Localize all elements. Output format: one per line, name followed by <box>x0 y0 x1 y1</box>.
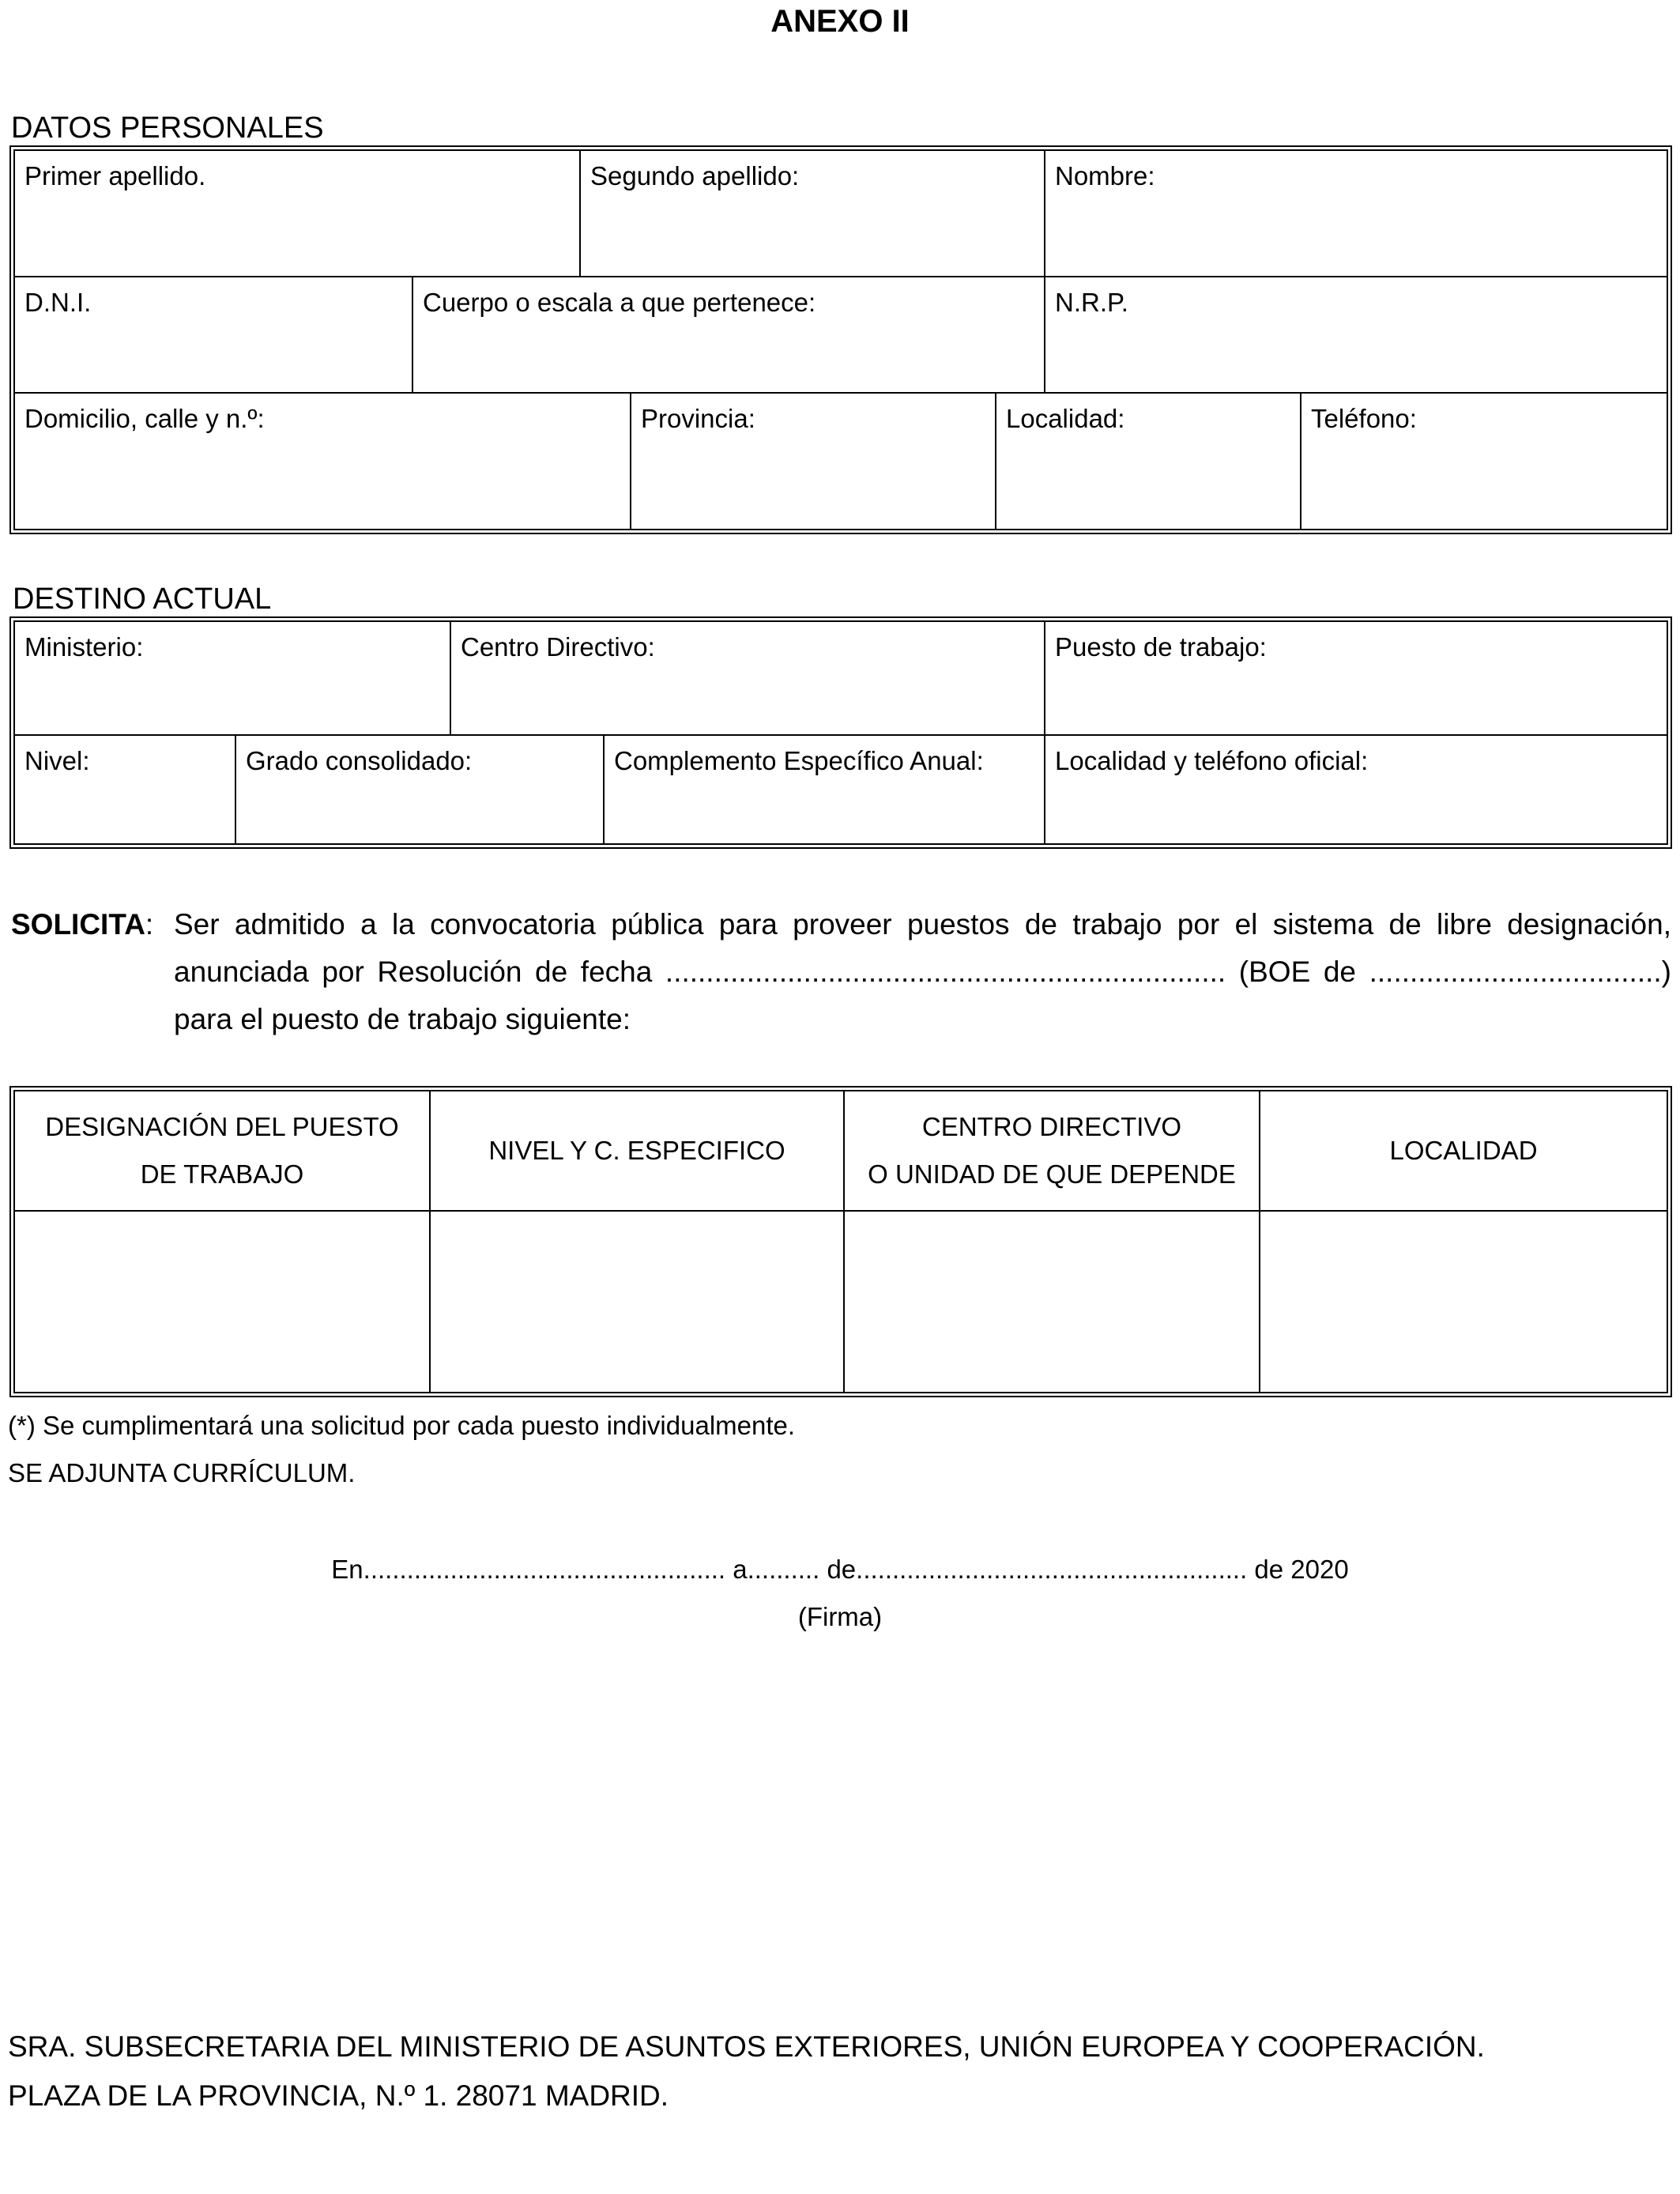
nivel-input-cell[interactable] <box>431 1212 843 1393</box>
header-centro-line2: O UNIDAD DE QUE DEPENDE <box>868 1159 1236 1189</box>
localidad-field[interactable] <box>996 394 1300 530</box>
primer-apellido-field[interactable] <box>15 151 579 276</box>
page-title: ANEXO II <box>770 4 910 39</box>
segundo-apellido-label: Segundo apellido: <box>590 161 800 190</box>
note-curriculum: SE ADJUNTA CURRÍCULUM. <box>8 1458 356 1487</box>
dni-field[interactable] <box>15 277 412 392</box>
note-solicitud: (*) Se cumplimentará una solicitud por cada puesto individualmente. <box>8 1411 796 1440</box>
localidad-telefono-label: Localidad y teléfono oficial: <box>1055 746 1369 775</box>
centro-input-cell[interactable] <box>845 1212 1259 1393</box>
solicita-text-line1: Ser admitido a la convocatoria pública para proveer puestos de trabajo por el sistema de libre designación, <box>174 908 1671 941</box>
puesto-table <box>9 1086 1672 1397</box>
provincia-label: Provincia: <box>641 404 755 433</box>
nombre-label: Nombre: <box>1055 161 1155 190</box>
header-centro-line1: CENTRO DIRECTIVO <box>921 1112 1182 1141</box>
centro-directivo-label: Centro Directivo: <box>461 632 655 662</box>
primer-apellido-label: Primer apellido. <box>24 161 206 190</box>
complemento-field[interactable] <box>605 736 1044 845</box>
nrp-field[interactable] <box>1045 277 1667 392</box>
cuerpo-field[interactable] <box>413 277 1044 392</box>
nombre-field[interactable] <box>1045 151 1667 276</box>
ministerio-label: Ministerio: <box>24 632 144 662</box>
segundo-apellido-field[interactable] <box>581 151 1044 276</box>
place-date-line: En.................................................. a.......... de...................................................... de 2020 <box>331 1555 1349 1584</box>
puesto-trabajo-label: Puesto de trabajo: <box>1055 632 1267 662</box>
header-designacion-line2: DE TRABAJO <box>140 1159 304 1189</box>
destino-actual-table <box>9 616 1672 849</box>
nivel-field[interactable] <box>15 736 235 845</box>
domicilio-label: Domicilio, calle y n.º: <box>24 404 265 433</box>
addressee-line1: SRA. SUBSECRETARIA DEL MINISTERIO DE ASUNTOS EXTERIORES, UNIÓN EUROPEA Y COOPERACIÓN. <box>8 2030 1485 2063</box>
header-nivel-text: NIVEL Y C. ESPECIFICO <box>488 1136 785 1165</box>
header-designacion <box>15 1091 429 1210</box>
destino-actual-heading: DESTINO ACTUAL <box>13 582 272 616</box>
datos-personales-table <box>9 145 1672 534</box>
localidad-input-cell[interactable] <box>1260 1212 1667 1393</box>
centro-directivo-field[interactable] <box>451 622 1044 734</box>
domicilio-field[interactable] <box>15 394 630 530</box>
provincia-field[interactable] <box>631 394 995 530</box>
grado-field[interactable] <box>236 736 603 845</box>
addressee-line2: PLAZA DE LA PROVINCIA, N.º 1. 28071 MADRID. <box>8 2079 669 2112</box>
telefono-label: Teléfono: <box>1311 404 1417 433</box>
nrp-label: N.R.P. <box>1055 288 1128 317</box>
header-localidad <box>1260 1091 1667 1210</box>
ministerio-field[interactable] <box>15 622 450 734</box>
localidad-label: Localidad: <box>1006 404 1125 433</box>
datos-personales-heading: DATOS PERSONALES <box>11 111 324 145</box>
complemento-label: Complemento Específico Anual: <box>614 746 984 775</box>
firma-label: (Firma) <box>797 1602 883 1631</box>
designacion-input-cell[interactable] <box>15 1212 429 1393</box>
cuerpo-label: Cuerpo o escala a que pertenece: <box>423 288 816 317</box>
header-localidad-text: LOCALIDAD <box>1389 1136 1538 1165</box>
solicita-text-line2: anunciada por Resolución de fecha ..................................................................... (BOE de ....................................) <box>174 956 1671 988</box>
localidad-telefono-field[interactable] <box>1045 736 1667 845</box>
solicita-text-line3: para el puesto de trabajo siguiente: <box>174 1003 631 1035</box>
header-nivel <box>431 1091 843 1210</box>
header-designacion-line1: DESIGNACIÓN DEL PUESTO <box>45 1112 399 1141</box>
header-centro <box>845 1091 1259 1210</box>
nivel-label: Nivel: <box>24 746 90 775</box>
grado-label: Grado consolidado: <box>246 746 473 775</box>
solicita-label: SOLICITA: <box>11 908 154 941</box>
telefono-field[interactable] <box>1301 394 1667 530</box>
puesto-trabajo-field[interactable] <box>1045 622 1667 734</box>
dni-label: D.N.I. <box>24 288 92 317</box>
